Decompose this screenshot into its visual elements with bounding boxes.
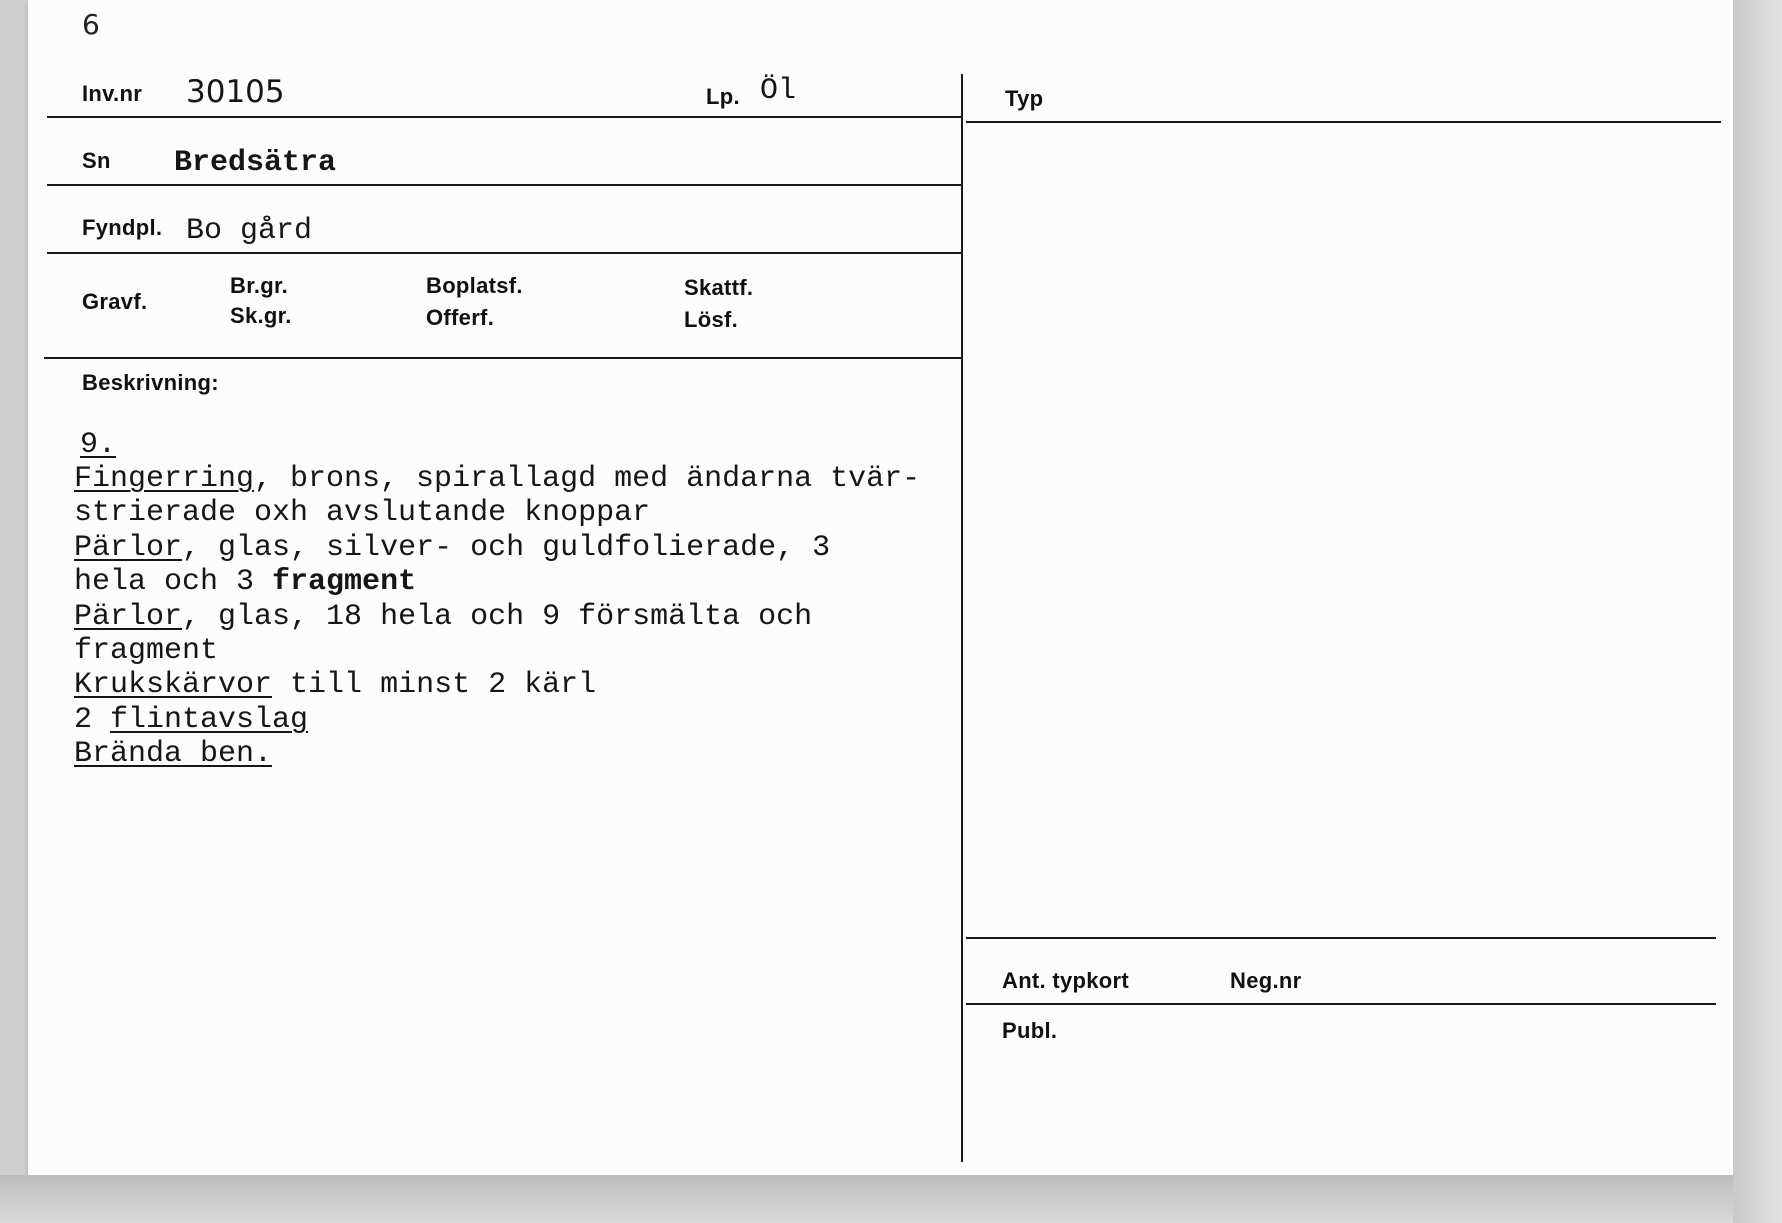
fyndpl-value: Bo gård bbox=[186, 214, 313, 248]
losf-label: Lösf. bbox=[684, 307, 739, 332]
divider-typkort-bottom bbox=[966, 1003, 1716, 1005]
neg-nr-label: Neg.nr bbox=[1230, 968, 1302, 993]
description-term: Pärlor bbox=[74, 530, 183, 565]
divider-sn bbox=[47, 184, 961, 186]
description-line bbox=[74, 600, 920, 634]
description-line bbox=[74, 634, 920, 668]
description-line bbox=[74, 462, 920, 496]
br-gr-label: Br.gr. bbox=[230, 273, 289, 298]
lp-label: Lp. bbox=[706, 84, 740, 109]
divider-header-right bbox=[966, 121, 1721, 123]
description-line bbox=[74, 668, 920, 702]
description-line-text: , glas, 18 hela och 9 försmälta och bbox=[182, 599, 813, 634]
divider-fyndpl bbox=[47, 252, 961, 254]
skattf-label: Skattf. bbox=[684, 275, 754, 300]
scan-border-bottom bbox=[0, 1175, 1782, 1223]
sn-label: Sn bbox=[82, 148, 111, 173]
description-line-text: strierade oxh avslutande knoppar bbox=[74, 496, 651, 531]
column-divider bbox=[961, 74, 963, 1162]
page-number: 6 bbox=[82, 8, 100, 41]
divider-header-left bbox=[47, 116, 961, 118]
description-text bbox=[74, 462, 920, 772]
divider-typkort-top bbox=[966, 937, 1716, 939]
description-line-text: hela och 3 bbox=[74, 565, 273, 600]
description-line bbox=[74, 565, 920, 599]
sk-gr-label: Sk.gr. bbox=[230, 303, 292, 328]
description-line bbox=[74, 703, 920, 737]
boplatsf-label: Boplatsf. bbox=[426, 273, 523, 298]
gravf-label: Gravf. bbox=[82, 289, 148, 314]
inv-nr-value: 30105 bbox=[186, 74, 285, 110]
description-bold-text: fragment bbox=[272, 565, 417, 600]
description-term: Brända ben. bbox=[74, 737, 273, 772]
description-term: flintavslag bbox=[110, 702, 309, 737]
description-line-prefix: 2 bbox=[74, 702, 111, 737]
inv-nr-label: Inv.nr bbox=[82, 81, 143, 106]
beskrivning-label: Beskrivning: bbox=[82, 370, 219, 395]
description-line bbox=[74, 531, 920, 565]
description-term: Pärlor bbox=[74, 599, 183, 634]
lp-value: Öl bbox=[760, 74, 797, 108]
description-line-text: till minst 2 kärl bbox=[272, 668, 597, 703]
description-term: Krukskärvor bbox=[74, 668, 273, 703]
description-term: Fingerring bbox=[74, 462, 255, 496]
sn-value: Bredsätra bbox=[174, 146, 337, 180]
ant-typkort-label: Ant. typkort bbox=[1002, 968, 1130, 993]
publ-label: Publ. bbox=[1002, 1018, 1058, 1043]
fyndpl-label: Fyndpl. bbox=[82, 215, 163, 240]
description-line-text: , glas, silver- och guldfolierade, 3 bbox=[182, 530, 831, 565]
item-number: 9. bbox=[80, 428, 117, 462]
description-line bbox=[74, 496, 920, 530]
scan-border-right bbox=[1733, 0, 1782, 1223]
description-line-text: , brons, spirallagd med ändarna tvär- bbox=[254, 462, 921, 496]
divider-gravf bbox=[44, 357, 961, 359]
typ-label: Typ bbox=[1005, 86, 1044, 111]
description-line bbox=[74, 737, 920, 771]
offerf-label: Offerf. bbox=[426, 305, 495, 330]
description-line-text: fragment bbox=[74, 634, 219, 669]
